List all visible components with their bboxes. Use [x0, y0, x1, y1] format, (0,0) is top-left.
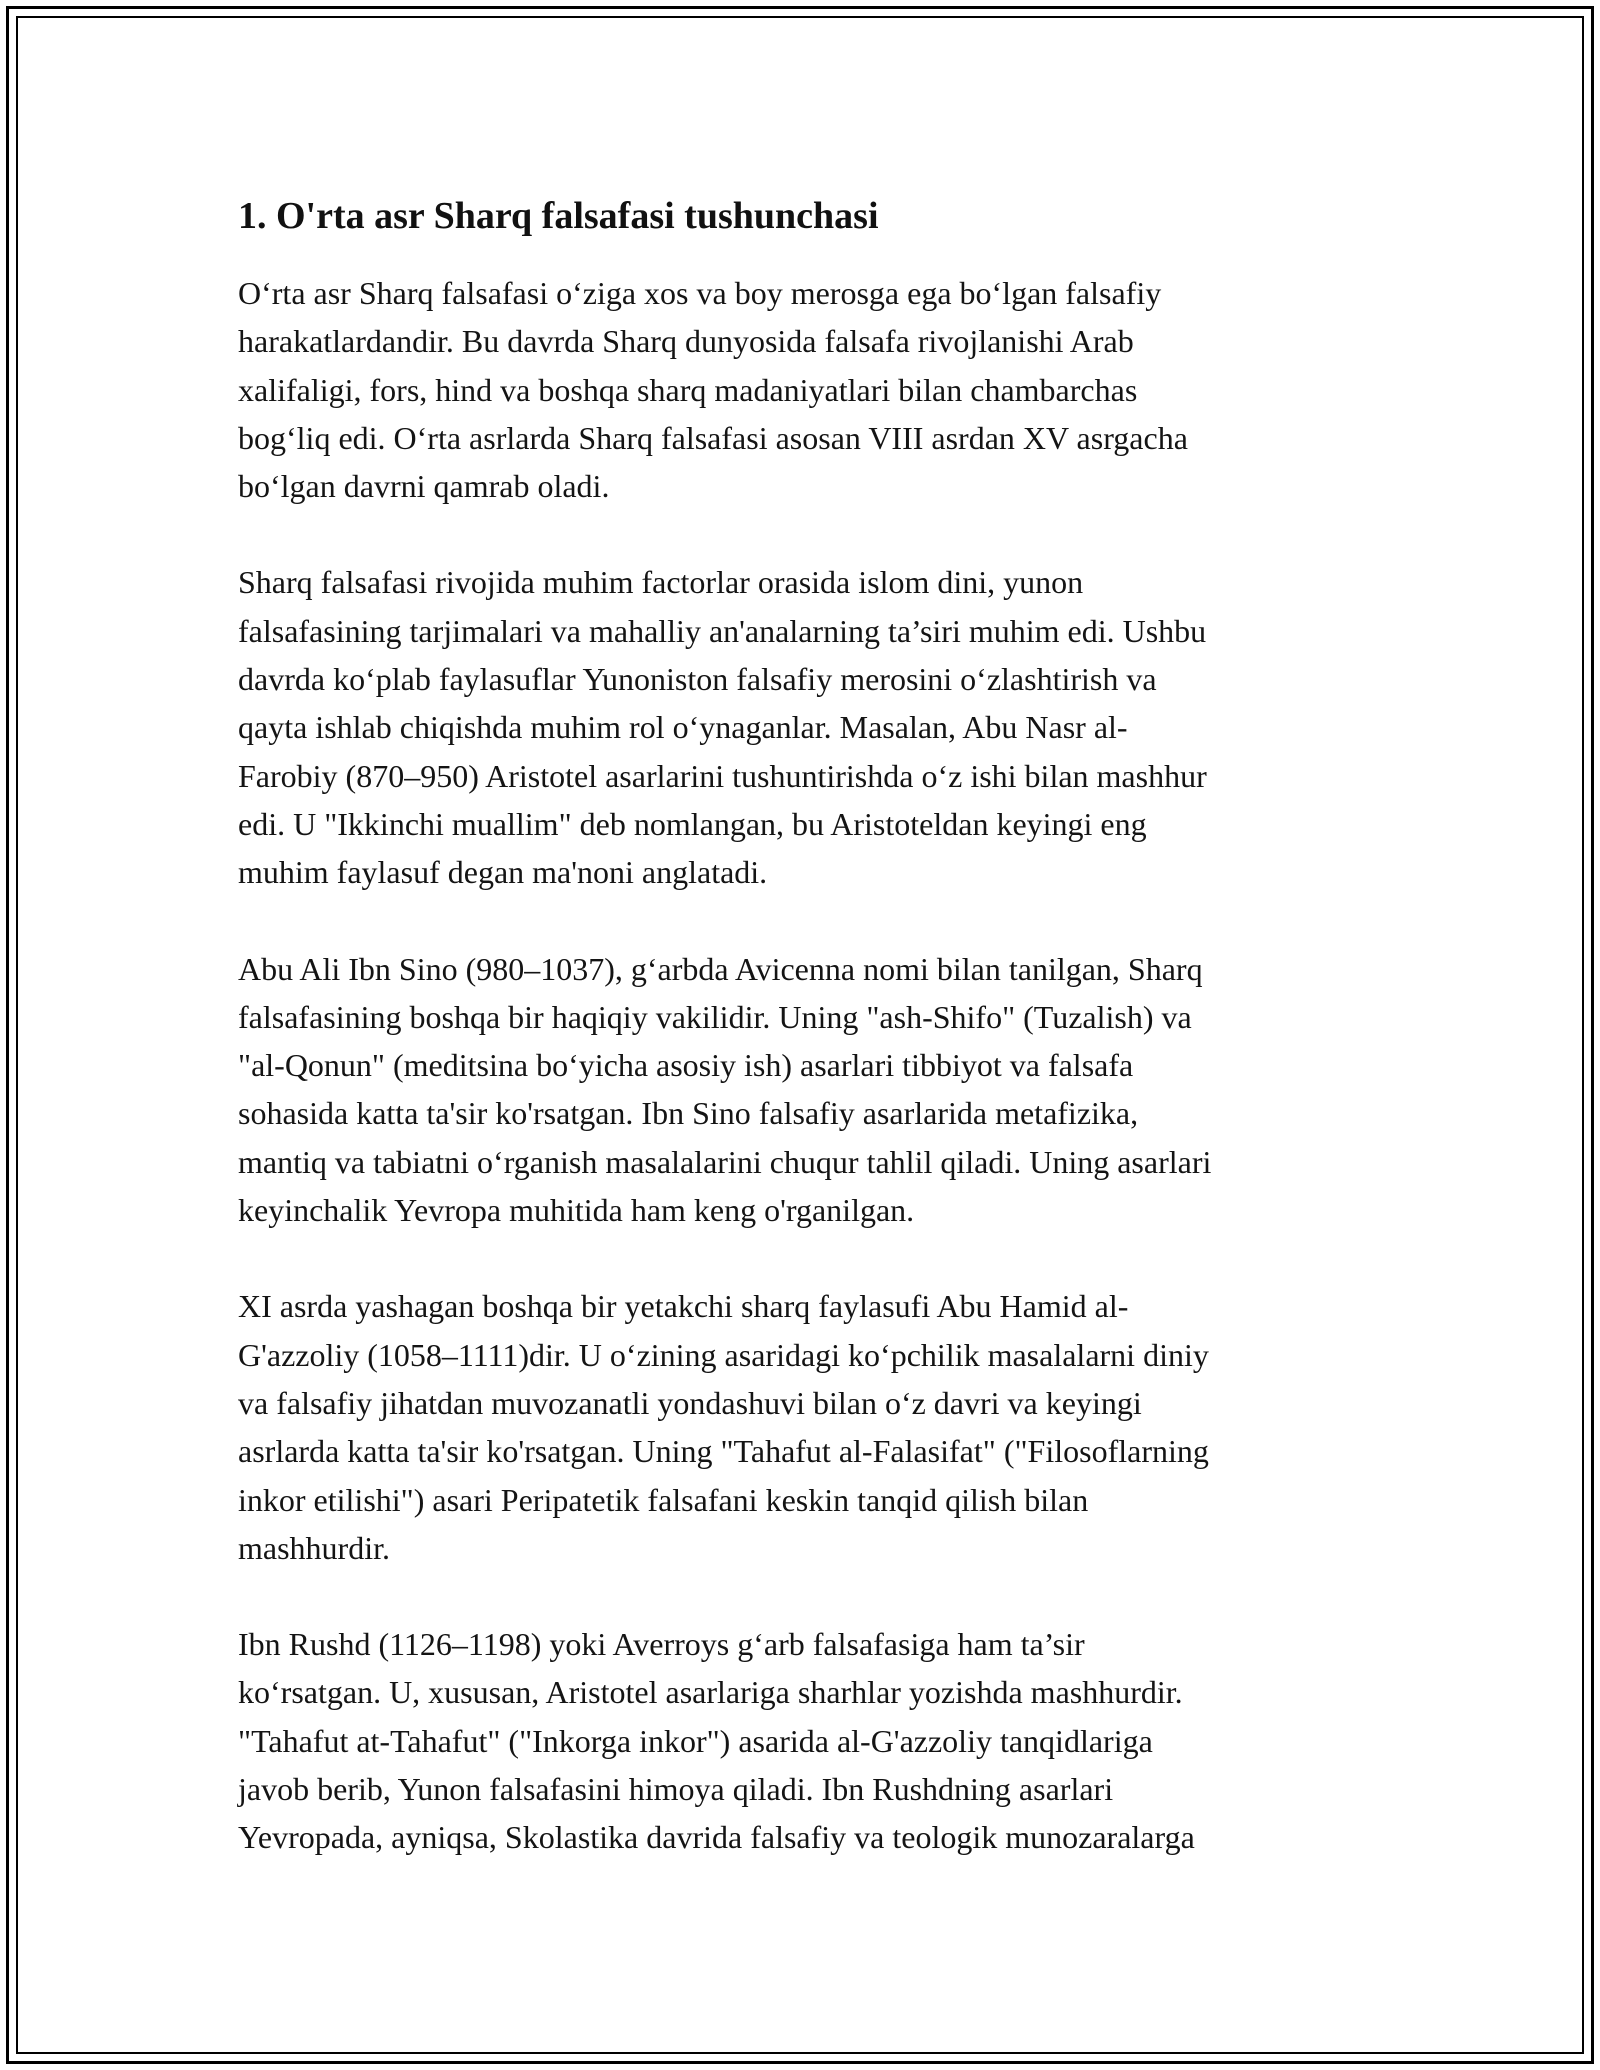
text-line: harakatlardandir. Bu davrda Sharq dunyosida falsafa rivojlanishi Arab [238, 323, 1134, 360]
text-line: qayta ishlab chiqishda muhim rol o‘ynaganlar. Masalan, Abu Nasr al- [238, 709, 1128, 746]
text-line: Abu Ali Ibn Sino (980–1037), g‘arbda Avicenna nomi bilan tanilgan, Sharq [238, 950, 1203, 987]
text-line: bo‘lgan davrni qamrab oladi. [238, 468, 610, 505]
paragraph-1 [238, 269, 1368, 510]
text-line: inkor etilishi") asari Peripatetik falsafani keskin tanqid qilish bilan [238, 1481, 1089, 1518]
text-line: xalifaligi, fors, hind va boshqa sharq madaniyatlari bilan chambarchas [238, 371, 1138, 408]
text-line: muhim faylasuf degan ma'noni anglatadi. [238, 854, 768, 891]
paragraph-3 [238, 945, 1368, 1235]
text-line: bog‘liq edi. O‘rta asrlarda Sharq falsafasi asosan VIII asrdan XV asrgacha [238, 419, 1188, 456]
paragraph-5 [238, 1620, 1368, 1861]
text-line: Sharq falsafasi rivojida muhim factorlar orasida islom dini, yunon [238, 564, 1084, 601]
text-line: javob berib, Yunon falsafasini himoya qiladi. Ibn Rushdning asarlari [238, 1771, 1114, 1808]
text-line: falsafasining boshqa bir haqiqiy vakilidir. Uning "ash-Shifo" (Tuzalish) va [238, 998, 1192, 1035]
text-line: sohasida katta ta'sir ko'rsatgan. Ibn Sino falsafiy asarlarida metafizika, [238, 1095, 1139, 1132]
text-line: G'azzoliy (1058–1111)dir. U o‘zining asaridagi ko‘pchilik masalalarni diniy [238, 1336, 1209, 1373]
document-page [6, 6, 1594, 2064]
text-line: XI asrda yashagan boshqa bir yetakchi sharq faylasufi Abu Hamid al- [238, 1288, 1129, 1325]
text-line: keyinchalik Yevropa muhitida ham keng o'rganilgan. [238, 1192, 915, 1229]
text-line: va falsafiy jihatdan muvozanatli yondashuvi bilan o‘z davri va keyingi [238, 1384, 1142, 1421]
text-line: Yevropada, ayniqsa, Skolastika davrida falsafiy va teologik munozaralarga [238, 1819, 1195, 1856]
section-heading: 1. O'rta asr Sharq falsafasi tushunchasi [238, 195, 879, 237]
text-line: ko‘rsatgan. U, xususan, Aristotel asarlariga sharhlar yozishda mashhurdir. [238, 1674, 1183, 1711]
text-line: Farobiy (870–950) Aristotel asarlarini tushuntirishda o‘z ishi bilan mashhur [238, 757, 1207, 794]
text-line: "al-Qonun" (meditsina bo‘yicha asosiy ish) asarlari tibbiyot va falsafa [238, 1047, 1134, 1084]
document-content [238, 191, 1368, 1910]
text-line: Ibn Rushd (1126–1198) yoki Averroys g‘arb falsafasiga ham ta’sir [238, 1626, 1085, 1663]
text-line: mashhurdir. [238, 1529, 390, 1566]
text-line: O‘rta asr Sharq falsafasi o‘ziga xos va boy merosga ega bo‘lgan falsafiy [238, 275, 1162, 311]
text-line: asrlarda katta ta'sir ko'rsatgan. Uning "Tahafut al-Falasifat" ("Filosoflarning [238, 1433, 1209, 1470]
text-line: davrda ko‘plab faylasuflar Yunoniston falsafiy merosini o‘zlashtirish va [238, 661, 1157, 698]
text-line: falsafasining tarjimalari va mahalliy an'analarning ta’siri muhim edi. Ushbu [238, 612, 1207, 649]
paragraph-2 [238, 558, 1368, 896]
text-line: "Tahafut at-Tahafut" ("Inkorga inkor") asarida al-G'azzoliy tanqidlariga [238, 1722, 1153, 1759]
paragraph-4 [238, 1282, 1368, 1572]
text-line: mantiq va tabiatni o‘rganish masalalarini chuqur tahlil qiladi. Uning asarlari [238, 1143, 1212, 1180]
text-line: edi. U "Ikkinchi muallim" deb nomlangan, bu Aristoteldan keyingi eng [238, 805, 1147, 842]
